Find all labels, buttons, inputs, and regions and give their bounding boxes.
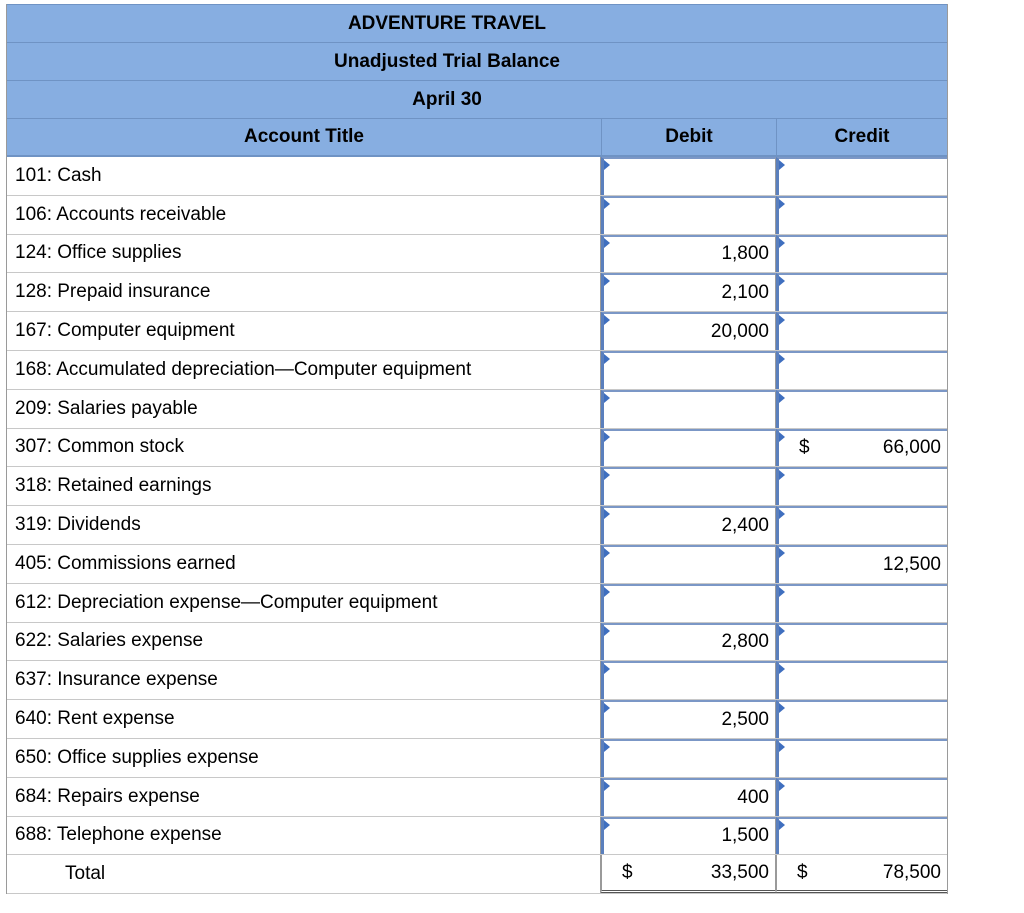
account-row	[7, 429, 947, 468]
credit-input-field[interactable]	[776, 545, 947, 583]
debit-value: 400	[737, 786, 769, 808]
credit-input-field[interactable]	[776, 312, 947, 350]
credit-input-field[interactable]	[776, 196, 947, 234]
company-name: ADVENTURE TRAVEL	[347, 12, 547, 34]
debit-value: 2,400	[721, 515, 769, 537]
debit-value: 2,800	[721, 631, 769, 653]
field-marker-icon	[779, 432, 785, 442]
debit-input-field[interactable]	[601, 157, 776, 195]
account-title: 209: Salaries payable	[7, 390, 601, 428]
account-title: 124: Office supplies	[7, 235, 601, 273]
field-marker-icon	[604, 470, 610, 480]
credit-input-field[interactable]	[776, 739, 947, 777]
debit-header: Debit	[601, 119, 776, 155]
account-title: 622: Salaries expense	[7, 623, 601, 661]
account-row	[7, 273, 947, 312]
account-row	[7, 235, 947, 274]
account-title: 106: Accounts receivable	[7, 196, 601, 234]
trial-balance-table	[6, 4, 948, 894]
field-marker-icon	[604, 354, 610, 364]
account-title: 307: Common stock	[7, 429, 601, 467]
total-debit-field[interactable]	[601, 855, 776, 893]
account-title: 637: Insurance expense	[7, 661, 601, 699]
field-marker-icon	[779, 781, 785, 791]
field-marker-icon	[604, 276, 610, 286]
account-title: 128: Prepaid insurance	[7, 273, 601, 311]
debit-value: 1,800	[721, 243, 769, 265]
account-title: 101: Cash	[7, 157, 601, 195]
total-label: Total	[7, 855, 601, 893]
account-title: 684: Repairs expense	[7, 778, 601, 816]
credit-input-field[interactable]	[776, 817, 947, 855]
account-title: 640: Rent expense	[7, 700, 601, 738]
credit-input-field[interactable]	[776, 429, 947, 467]
account-rows	[7, 157, 947, 855]
report-title: Unadjusted Trial Balance	[334, 50, 560, 72]
debit-value: 20,000	[710, 321, 769, 343]
debit-input-field[interactable]	[601, 506, 776, 544]
debit-input-field[interactable]	[601, 623, 776, 661]
account-row	[7, 778, 947, 817]
field-marker-icon	[779, 509, 785, 519]
debit-input-field[interactable]	[601, 739, 776, 777]
account-row	[7, 312, 947, 351]
credit-input-field[interactable]	[776, 235, 947, 273]
account-row	[7, 584, 947, 623]
field-marker-icon	[779, 199, 785, 209]
debit-value: 1,500	[721, 825, 769, 847]
field-marker-icon	[779, 470, 785, 480]
credit-dollar-sign: $	[799, 437, 810, 459]
credit-input-field[interactable]	[776, 390, 947, 428]
account-row	[7, 506, 947, 545]
field-marker-icon	[779, 315, 785, 325]
credit-value: 12,500	[882, 553, 941, 575]
field-marker-icon	[604, 160, 610, 170]
field-marker-icon	[604, 199, 610, 209]
account-row	[7, 196, 947, 235]
account-row	[7, 390, 947, 429]
account-title: 167: Computer equipment	[7, 312, 601, 350]
debit-input-field[interactable]	[601, 700, 776, 738]
company-name-band	[7, 4, 947, 42]
account-title: 319: Dividends	[7, 506, 601, 544]
field-marker-icon	[604, 432, 610, 442]
account-row	[7, 545, 947, 584]
credit-input-field[interactable]	[776, 623, 947, 661]
total-credit-field[interactable]	[776, 855, 947, 893]
debit-input-field[interactable]	[601, 545, 776, 583]
total-debit-value: 33,500	[710, 861, 769, 883]
account-row	[7, 351, 947, 390]
field-marker-icon	[604, 626, 610, 636]
credit-input-field[interactable]	[776, 700, 947, 738]
debit-input-field[interactable]	[601, 196, 776, 234]
total-debit-dollar-sign: $	[622, 861, 633, 883]
debit-input-field[interactable]	[601, 312, 776, 350]
debit-value: 2,500	[721, 709, 769, 731]
field-marker-icon	[604, 315, 610, 325]
report-date-band	[7, 80, 947, 118]
total-credit-dollar-sign: $	[797, 861, 808, 883]
credit-header: Credit	[776, 119, 947, 155]
account-row	[7, 700, 947, 739]
field-marker-icon	[779, 664, 785, 674]
credit-value: 66,000	[882, 437, 941, 459]
field-marker-icon	[604, 548, 610, 558]
account-title: 688: Telephone expense	[7, 817, 601, 855]
credit-input-field[interactable]	[776, 661, 947, 699]
credit-input-field[interactable]	[776, 778, 947, 816]
field-marker-icon	[604, 820, 610, 830]
credit-input-field[interactable]	[776, 273, 947, 311]
account-title: 405: Commissions earned	[7, 545, 601, 583]
field-marker-icon	[604, 742, 610, 752]
field-marker-icon	[604, 664, 610, 674]
field-marker-icon	[604, 393, 610, 403]
field-marker-icon	[604, 587, 610, 597]
debit-input-field[interactable]	[601, 661, 776, 699]
report-title-band	[7, 42, 947, 80]
account-title: 612: Depreciation expense—Computer equipment	[7, 584, 601, 622]
debit-value: 2,100	[721, 282, 769, 304]
account-row	[7, 467, 947, 506]
account-title: 168: Accumulated depreciation—Computer equipment	[7, 351, 601, 389]
field-marker-icon	[604, 509, 610, 519]
credit-input-field[interactable]	[776, 584, 947, 622]
account-title-header: Account Title	[244, 126, 364, 147]
credit-input-field[interactable]	[776, 467, 947, 505]
debit-input-field[interactable]	[601, 778, 776, 816]
field-marker-icon	[604, 781, 610, 791]
account-row	[7, 661, 947, 700]
field-marker-icon	[779, 820, 785, 830]
debit-input-field[interactable]	[601, 390, 776, 428]
debit-input-field[interactable]	[601, 467, 776, 505]
report-date: April 30	[412, 88, 482, 110]
field-marker-icon	[604, 238, 610, 248]
field-marker-icon	[779, 354, 785, 364]
account-row	[7, 157, 947, 196]
account-title: 318: Retained earnings	[7, 467, 601, 505]
field-marker-icon	[779, 393, 785, 403]
credit-input-field[interactable]	[776, 351, 947, 389]
total-row	[7, 855, 947, 894]
field-marker-icon	[779, 626, 785, 636]
credit-input-field[interactable]	[776, 506, 947, 544]
debit-input-field[interactable]	[601, 273, 776, 311]
debit-input-field[interactable]	[601, 584, 776, 622]
field-marker-icon	[779, 587, 785, 597]
field-marker-icon	[779, 742, 785, 752]
total-credit-value: 78,500	[882, 861, 941, 883]
account-row	[7, 817, 947, 856]
field-marker-icon	[779, 548, 785, 558]
field-marker-icon	[604, 703, 610, 713]
debit-input-field[interactable]	[601, 351, 776, 389]
field-marker-icon	[779, 238, 785, 248]
debit-input-field[interactable]	[601, 817, 776, 855]
account-row	[7, 623, 947, 662]
debit-input-field[interactable]	[601, 235, 776, 273]
field-marker-icon	[779, 160, 785, 170]
column-header-row	[7, 118, 947, 157]
debit-input-field[interactable]	[601, 429, 776, 467]
field-marker-icon	[779, 703, 785, 713]
field-marker-icon	[779, 276, 785, 286]
account-title: 650: Office supplies expense	[7, 739, 601, 777]
credit-input-field[interactable]	[776, 157, 947, 195]
account-row	[7, 739, 947, 778]
